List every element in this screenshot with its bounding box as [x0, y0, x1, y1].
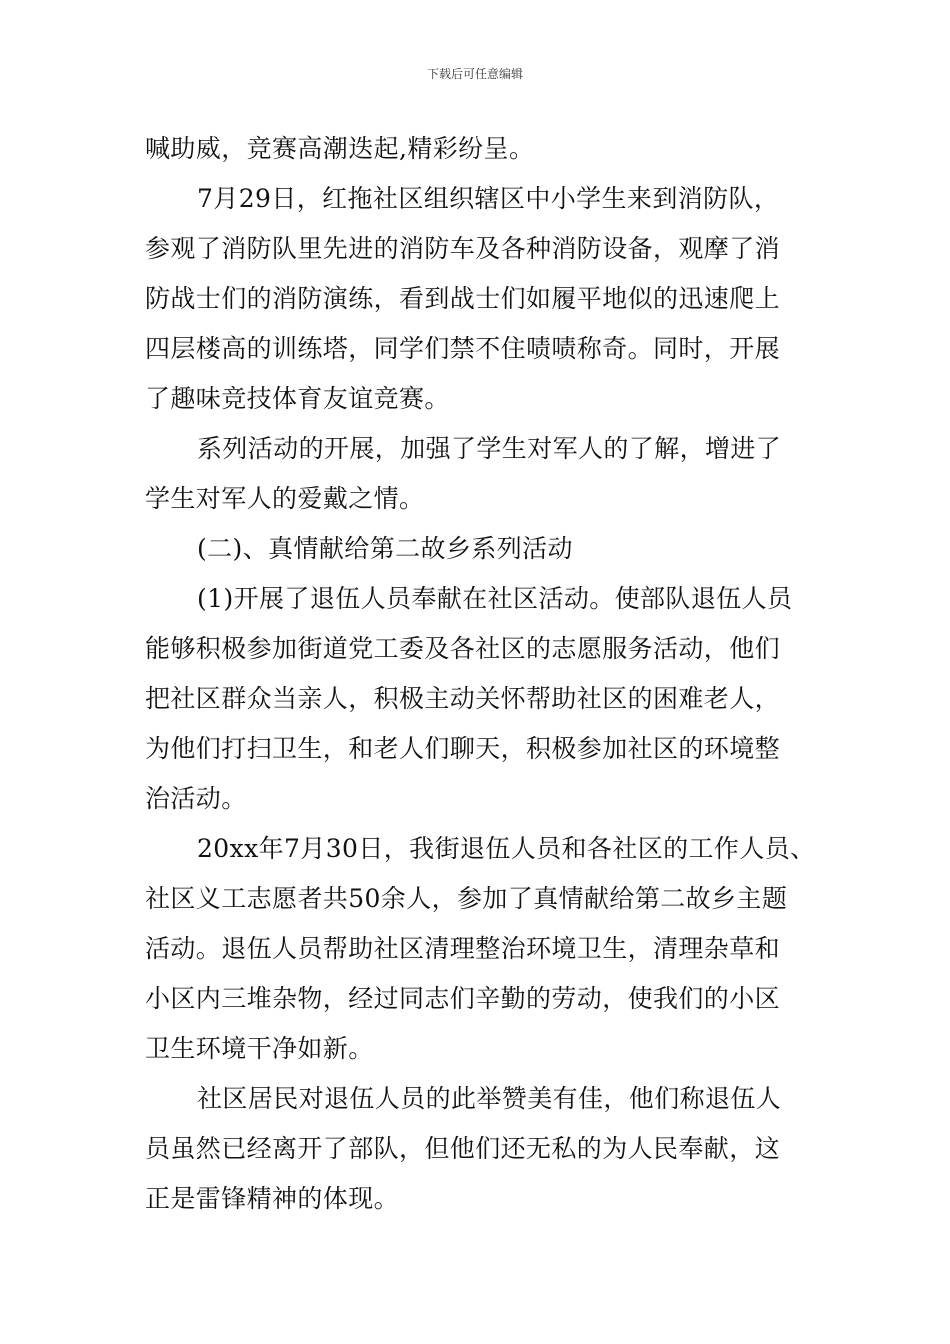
- text-line: 社区居民对退伍人员的此举赞美有佳，他们称退伍人: [197, 1084, 782, 1113]
- text-line: 社区义工志愿者共50余人，参加了真情献给第二故乡主题: [145, 884, 788, 913]
- text-line: 7月29日，红拖社区组织辖区中小学生来到消防队，: [197, 184, 780, 213]
- text-line: 四层楼高的训练塔，同学们禁不住啧啧称奇。同时，开展: [145, 334, 781, 363]
- text-line: 喊助威，竞赛高潮迭起,精彩纷呈。: [145, 134, 535, 163]
- text-line: 为他们打扫卫生，和老人们聊天，积极参加社区的环境整: [145, 734, 781, 763]
- text-line: 学生对军人的爱戴之情。: [145, 484, 425, 513]
- text-line: 了趣味竞技体育友谊竞赛。: [145, 384, 450, 413]
- text-line: 参观了消防队里先进的消防车及各种消防设备，观摩了消: [145, 234, 781, 263]
- text-line: 20xx年7月30日，我街退伍人员和各社区的工作人员、: [197, 834, 816, 863]
- text-line: 防战士们的消防演练，看到战士们如履平地似的迅速爬上: [145, 284, 781, 313]
- text-line: 员虽然已经离开了部队，但他们还无私的为人民奉献，这: [145, 1134, 781, 1163]
- text-line: 把社区群众当亲人，积极主动关怀帮助社区的困难老人，: [145, 684, 781, 713]
- text-line: 正是雷锋精神的体现。: [145, 1184, 400, 1213]
- text-line: 系列活动的开展，加强了学生对军人的了解，增进了: [197, 434, 782, 463]
- section-heading: (二)、真情献给第二故乡系列活动: [197, 534, 573, 563]
- page-header-note: 下载后可任意编辑: [426, 67, 523, 81]
- text-line: (1)开展了退伍人员奉献在社区活动。使部队退伍人员: [197, 584, 793, 613]
- text-line: 能够积极参加街道党工委及各社区的志愿服务活动，他们: [145, 634, 781, 663]
- text-line: 小区内三堆杂物，经过同志们辛勤的劳动，使我们的小区: [145, 984, 781, 1013]
- text-line: 活动。退伍人员帮助社区清理整治环境卫生，清理杂草和: [145, 934, 781, 963]
- text-line: 治活动。: [145, 784, 247, 813]
- document-body: [145, 124, 835, 1224]
- text-line: 卫生环境干净如新。: [145, 1034, 374, 1063]
